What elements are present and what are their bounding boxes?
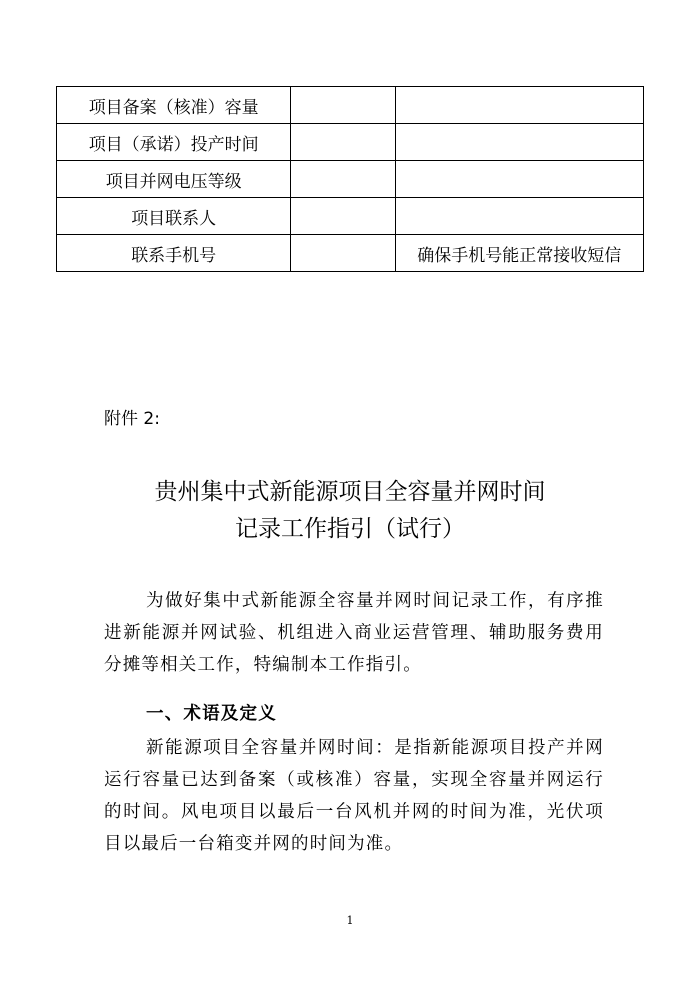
row-label: 项目并网电压等级 — [57, 161, 291, 198]
document-title-line-2: 记录工作指引（试行） — [235, 516, 465, 542]
project-info-table — [56, 86, 644, 272]
row-label: 联系手机号 — [57, 235, 291, 272]
table-row — [57, 124, 644, 161]
row-value — [291, 235, 395, 272]
row-value — [291, 161, 395, 198]
row-label: 项目（承诺）投产时间 — [57, 124, 291, 161]
table-row — [57, 161, 644, 198]
page-number: 1 — [346, 914, 354, 927]
row-label: 项目备案（核准）容量 — [57, 87, 291, 124]
row-value — [291, 87, 395, 124]
row-value — [291, 198, 395, 235]
intro-paragraph: 为做好集中式新能源全容量并网时间记录工作，有序推进新能源并网试验、机组进入商业运营管理、辅助服务费用分摊等相关工作，特编制本工作指引。 — [104, 591, 604, 675]
attachment-label: 附件 2: — [104, 409, 160, 429]
row-note — [395, 161, 643, 198]
row-note — [395, 198, 643, 235]
table-row — [57, 235, 644, 272]
row-note — [395, 87, 643, 124]
row-note — [395, 124, 643, 161]
document-title-line-1: 贵州集中式新能源项目全容量并网时间 — [154, 479, 546, 505]
table-row — [57, 87, 644, 124]
table-row — [57, 198, 644, 235]
row-value — [291, 124, 395, 161]
row-label: 项目联系人 — [57, 198, 291, 235]
section-heading: 一、术语及定义 — [146, 704, 277, 724]
definition-paragraph: 新能源项目全容量并网时间：是指新能源项目投产并网运行容量已达到备案（或核准）容量，实现全容量并网运行的时间。风电项目以最后一台风机并网的时间为准，光伏项目以最后一台箱变并网的时间为准。 — [104, 738, 604, 854]
row-note: 确保手机号能正常接收短信 — [395, 235, 643, 272]
